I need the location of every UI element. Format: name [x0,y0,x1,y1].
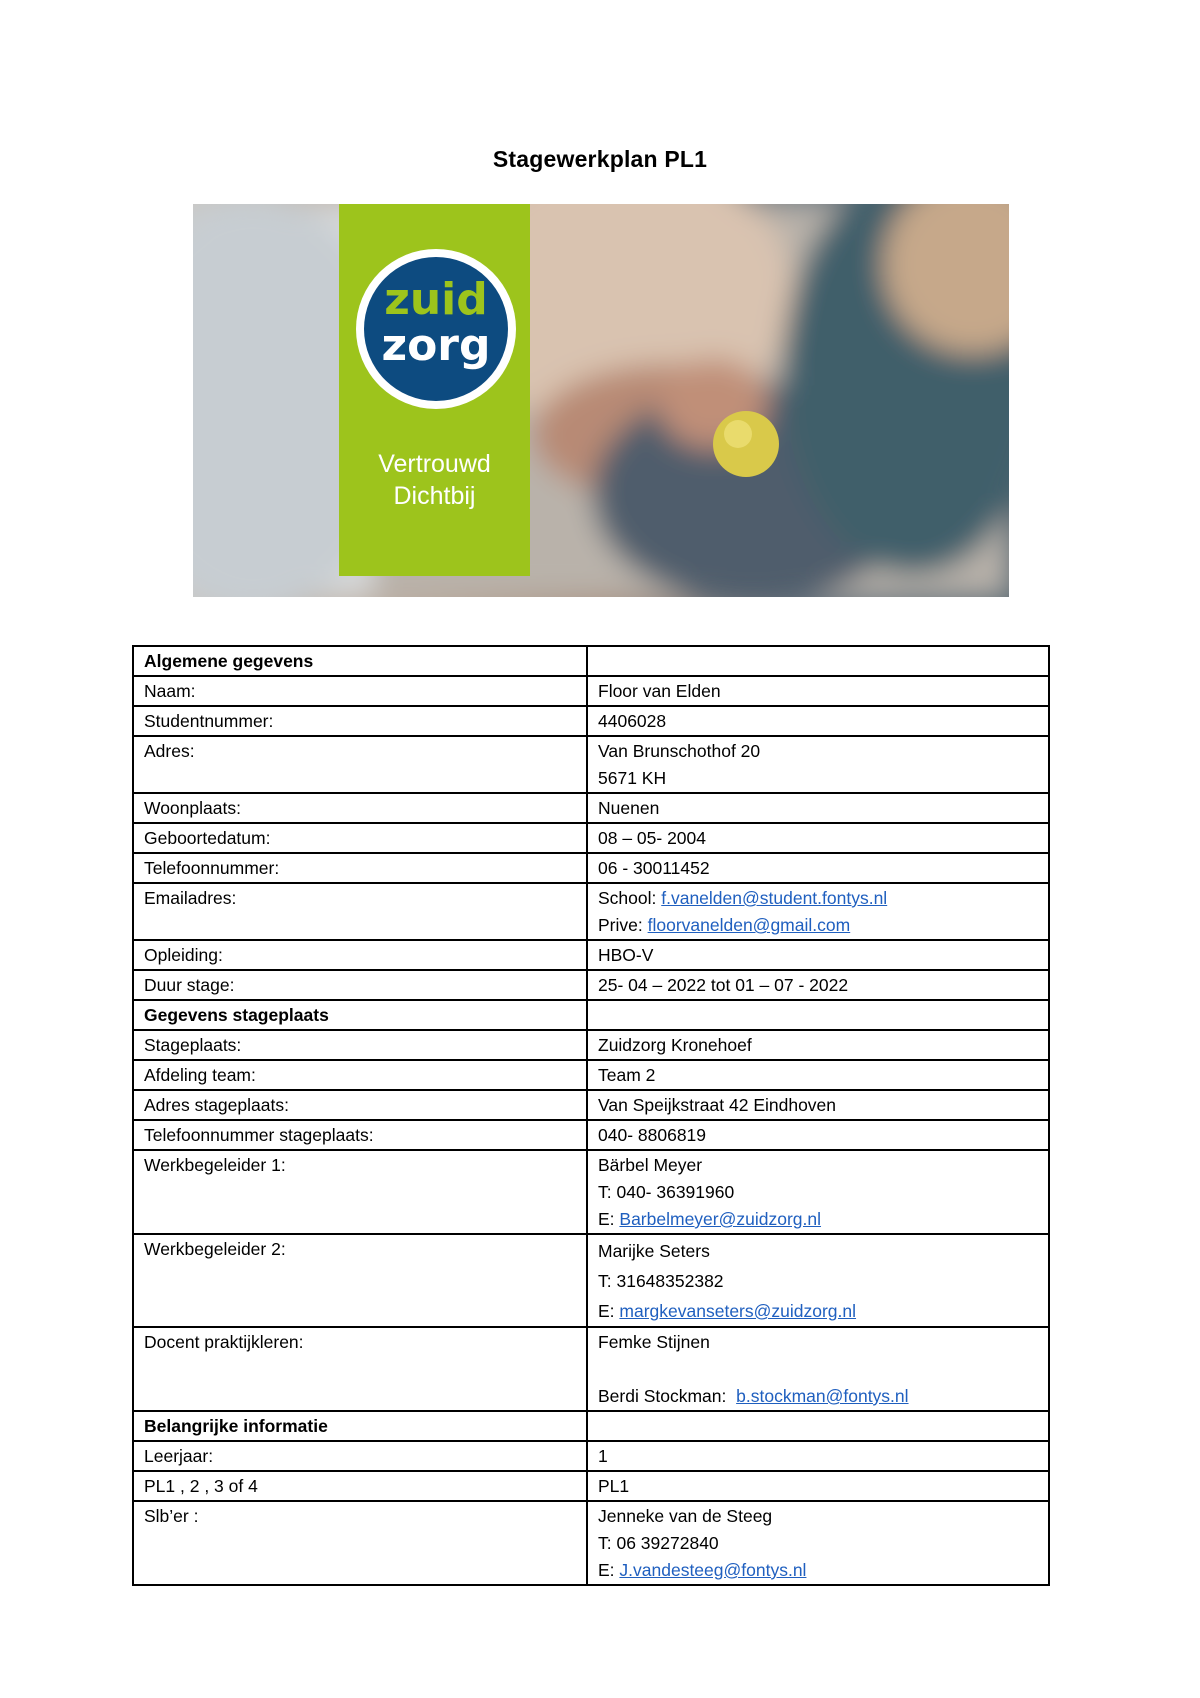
table-row [133,1501,1049,1585]
table-row [133,1441,1049,1471]
table-row [133,1030,1049,1060]
row-value: 08 – 05- 2004 [587,823,1049,853]
logo-text-zuid: zuid [384,274,488,325]
row-label: Emailadres: [133,883,587,940]
row-label: Adres stageplaats: [133,1090,587,1120]
row-value: T: 31648352382 [598,1271,724,1291]
row-value: Nuenen [587,793,1049,823]
info-table [132,645,1050,1586]
row-label: Leerjaar: [133,1441,587,1471]
row-value: Team 2 [587,1060,1049,1090]
table-row [133,853,1049,883]
row-label: Geboortedatum: [133,823,587,853]
werkbegeleider2-email-link[interactable]: margkevanseters@zuidzorg.nl [619,1301,857,1321]
row-label: Opleiding: [133,940,587,970]
row-value: 1 [587,1441,1049,1471]
table-row [133,646,1049,676]
row-label: Slb’er : [133,1501,587,1585]
prive-email-link[interactable]: floorvanelden@gmail.com [647,915,851,935]
table-row [133,706,1049,736]
school-email-link[interactable]: f.vanelden@student.fontys.nl [661,888,888,908]
table-row [133,1234,1049,1327]
email-prefix: E: [598,1209,620,1229]
row-value: 25- 04 – 2022 tot 01 – 07 - 2022 [587,970,1049,1000]
table-row [133,1000,1049,1030]
row-value: Van Speijkstraat 42 Eindhoven [587,1090,1049,1120]
slogan-dichtbij: Dichtbij [393,482,476,510]
row-label: Werkbegeleider 1: [133,1150,587,1234]
table-row [133,1411,1049,1441]
hero-image [193,204,1009,597]
email-prefix: E: [598,1301,620,1321]
row-label: PL1 , 2 , 3 of 4 [133,1471,587,1501]
row-value: 06 - 30011452 [587,853,1049,883]
table-row [133,1471,1049,1501]
row-label: Naam: [133,676,587,706]
row-value: Floor van Elden [587,676,1049,706]
email-prefix: E: [598,1560,620,1580]
row-label: Docent praktijkleren: [133,1327,587,1411]
slogan-vertrouwd: Vertrouwd [378,450,491,478]
table-row [133,823,1049,853]
section-heading: Belangrijke informatie [133,1411,587,1441]
row-label: Afdeling team: [133,1060,587,1090]
row-value: Zuidzorg Kronehoef [587,1030,1049,1060]
table-row [133,1150,1049,1234]
row-value: Jenneke van de Steeg [598,1506,773,1526]
row-label: Woonplaats: [133,793,587,823]
werkbegeleider1-email-link[interactable]: Barbelmeyer@zuidzorg.nl [619,1209,822,1229]
row-value: Van Brunschothof 20 [598,741,761,761]
row-label: Duur stage: [133,970,587,1000]
row-value: PL1 [587,1471,1049,1501]
row-value: Marijke Seters [598,1241,710,1261]
docent-email-link[interactable]: b.stockman@fontys.nl [736,1386,909,1406]
row-label: Werkbegeleider 2: [133,1234,587,1327]
table-row [133,1060,1049,1090]
email-prefix: Prive: [598,915,648,935]
section-heading: Algemene gegevens [133,646,587,676]
table-row [133,1120,1049,1150]
email-prefix: School: [598,888,662,908]
row-label: Telefoonnummer: [133,853,587,883]
row-value: 040- 8806819 [587,1120,1049,1150]
row-label: Telefoonnummer stageplaats: [133,1120,587,1150]
table-row [133,736,1049,793]
table-row [133,940,1049,970]
section-heading: Gegevens stageplaats [133,1000,587,1030]
row-label: Adres: [133,736,587,793]
table-row [133,793,1049,823]
docent-name: Berdi Stockman: [598,1386,737,1406]
table-row [133,970,1049,1000]
slber-email-link[interactable]: J.vandesteeg@fontys.nl [619,1560,807,1580]
table-row [133,883,1049,940]
row-value: Bärbel Meyer [598,1155,703,1175]
logo-banner [339,204,530,576]
logo-text-zorg: zorg [381,320,491,371]
row-value: T: 040- 36391960 [598,1182,735,1202]
table-row [133,1327,1049,1411]
row-value: 5671 KH [598,768,667,788]
page-title: Stagewerkplan PL1 [492,146,708,172]
row-label: Studentnummer: [133,706,587,736]
row-value: 4406028 [587,706,1049,736]
row-value: HBO-V [587,940,1049,970]
row-value: T: 06 39272840 [598,1533,719,1553]
row-label: Stageplaats: [133,1030,587,1060]
row-value: Femke Stijnen [598,1332,710,1352]
hero-photo-illustration [193,204,1009,597]
table-row [133,1090,1049,1120]
table-row [133,676,1049,706]
